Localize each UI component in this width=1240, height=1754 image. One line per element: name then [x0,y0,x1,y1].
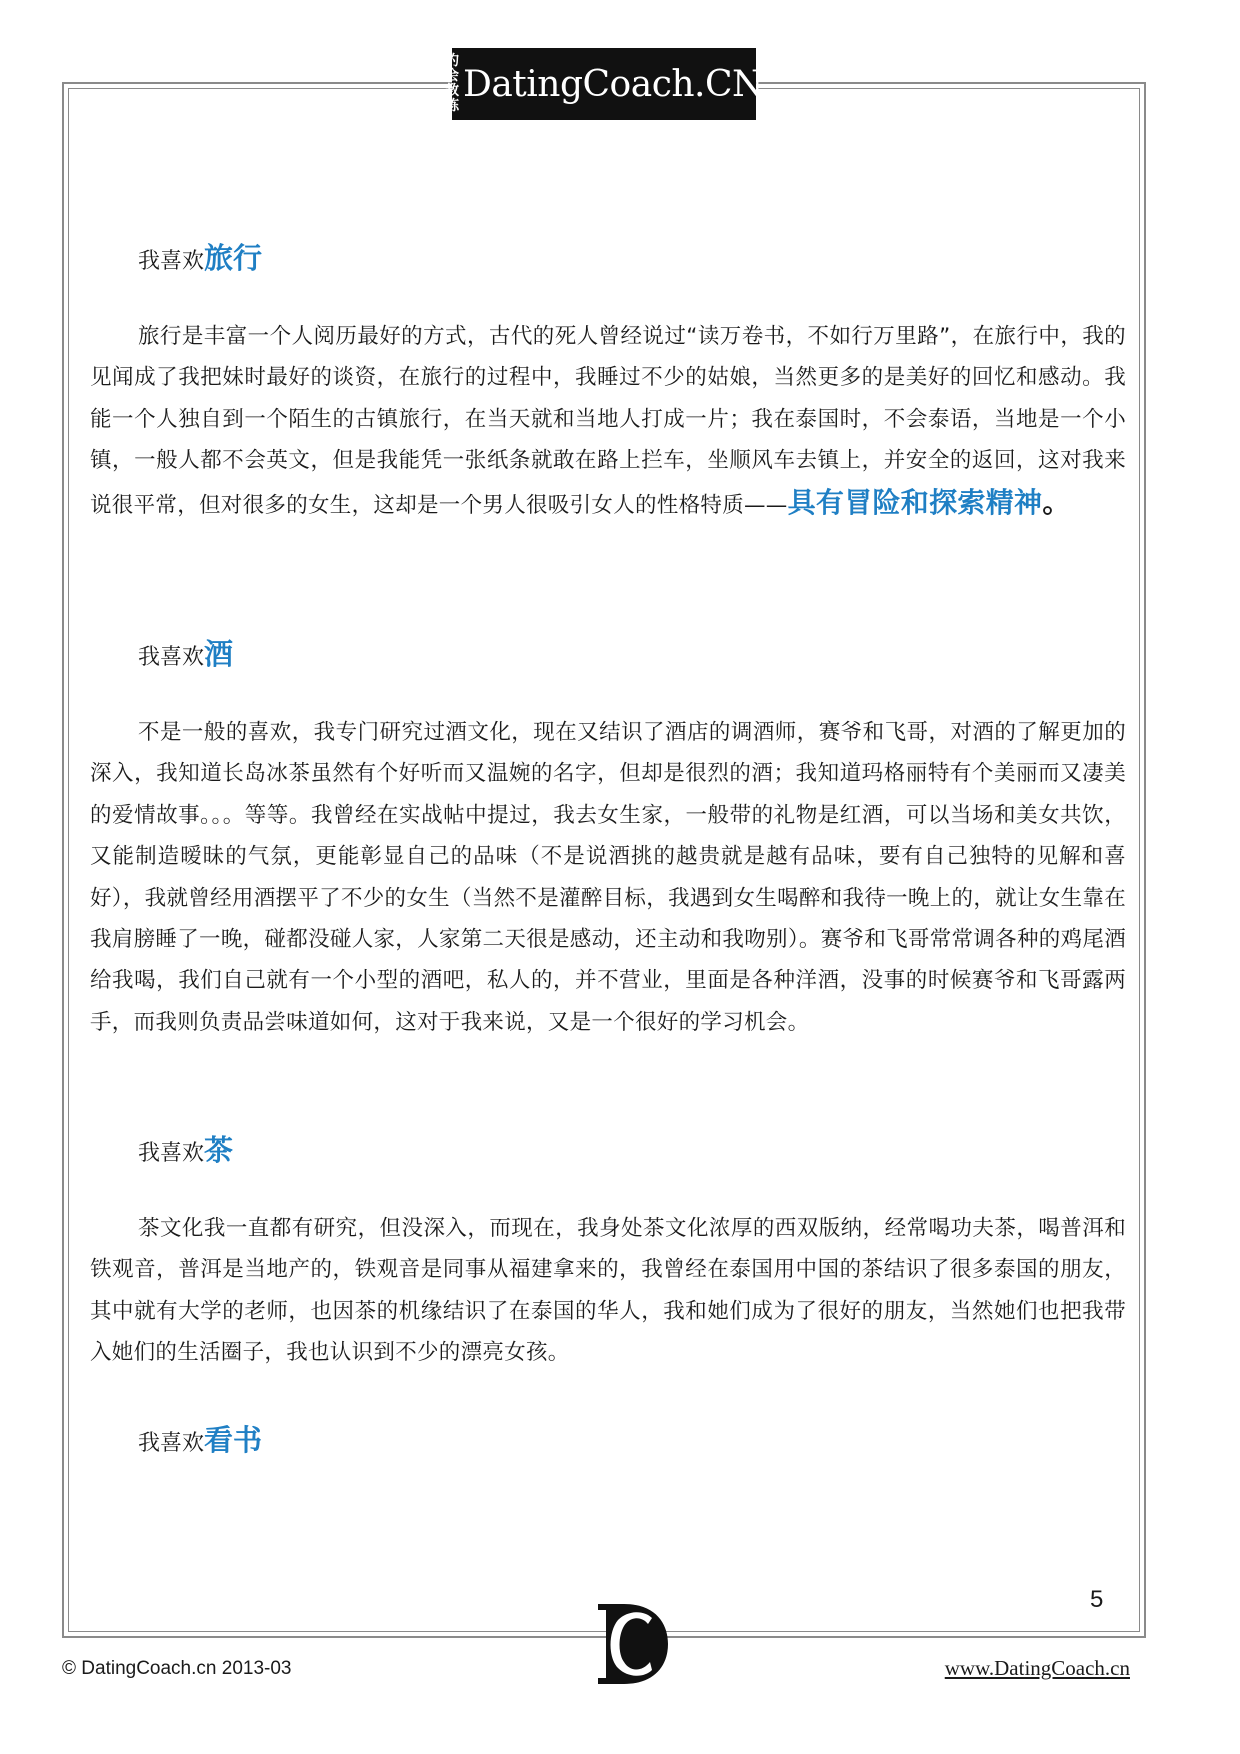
paragraph-text: 旅行是丰富一个人阅历最好的方式，古代的死人曾经说过“读万卷书，不如行万里路”，在旅行中，我的见闻成了我把妹时最好的谈资，在旅行的过程中，我睡过不少的姑娘，当然更多的是美好的回忆和感动。我能一个人独自到一个陌生的古镇旅行，在当天就和当地人打成一片；我在泰国时，不会泰语，当地是一个小镇，一般人都不会英文，但是我能凭一张纸条就敢在路上拦车，坐顺风车去镇上，并安全的返回，这对我来说很平常，但对很多的女生，这却是一个男人很吸引女人的性格特质—— [90,324,1126,518]
logo-wordmark: DatingCoach.CN [462,63,764,105]
heading-prefix: 我喜欢 [138,645,205,670]
footer-website-link[interactable]: www.DatingCoach.cn [944,1656,1130,1680]
section-heading-travel [138,236,262,277]
heading-prefix: 我喜欢 [138,1431,205,1456]
heading-highlight: 看书 [204,1423,263,1457]
section-paragraph-tea [90,1208,1126,1374]
heading-highlight: 旅行 [204,241,263,275]
heading-prefix: 我喜欢 [138,249,205,274]
paragraph-text: 不是一般的喜欢，我专门研究过酒文化，现在又结识了酒店的调酒师，赛爷和飞哥，对酒的了解更加的深入，我知道长岛冰茶虽然有个好听而又温婉的名字，但却是很烈的酒；我知道玛格丽特有个美丽而又凄美的爱情故事。。。等等。我曾经在实战帖中提过，我去女生家，一般带的礼物是红酒，可以当场和美女共饮，又能制造暧昧的气氛，更能彰显自己的品味（不是说酒挑的越贵就是越有品味，要有自己独特的见解和喜好），我就曾经用酒摆平了不少的女生（当然不是灌醉目标，我遇到女生喝醉和我待一晚上的，就让女生靠在我肩膀睡了一晚，碰都没碰人家，人家第二天很是感动，还主动和我吻别）。赛爷和飞哥常常调各种的鸡尾酒给我喝，我们自己就有一个小型的酒吧，私人的，并不营业，里面是各种洋酒，没事的时候赛爷和飞哥露两手，而我则负责品尝味道如何，这对于我来说，又是一个很好的学习机会。 [90,720,1126,1035]
section-paragraph-travel [90,316,1126,526]
section-paragraph-wine [90,712,1126,1043]
logo-cn-top: 约会 [444,53,459,84]
section-heading-wine [138,632,233,673]
footer-copyright: © DatingCoach.cn 2013-03 [62,1658,292,1679]
logo-chinese-text [445,54,459,114]
emphasis-period: 。 [1042,485,1071,519]
heading-highlight: 茶 [204,1133,234,1167]
paragraph-text: 茶文化我一直都有研究，但没深入，而现在，我身处茶文化浓厚的西双版纳，经常喝功夫茶，喝普洱和铁观音，普洱是当地产的，铁观音是同事从福建拿来的，我曾经在泰国用中国的茶结识了很多泰国的朋友，其中就有大学的老师，也因茶的机缘结识了在泰国的华人，我和她们成为了很好的朋友，当然她们也把我带入她们的生活圈子，我也认识到不少的漂亮女孩。 [90,1216,1126,1366]
heading-prefix: 我喜欢 [138,1141,205,1166]
logo-cn-bottom: 教练 [444,83,459,114]
page-number: 5 [1090,1586,1104,1613]
heading-highlight: 酒 [204,637,234,671]
section-heading-reading [138,1418,262,1459]
emphasis-text: 具有冒险和探索精神 [787,485,1043,519]
header-logo [444,48,764,120]
section-heading-tea [138,1128,233,1169]
footer-dc-logo-icon [594,1600,670,1688]
